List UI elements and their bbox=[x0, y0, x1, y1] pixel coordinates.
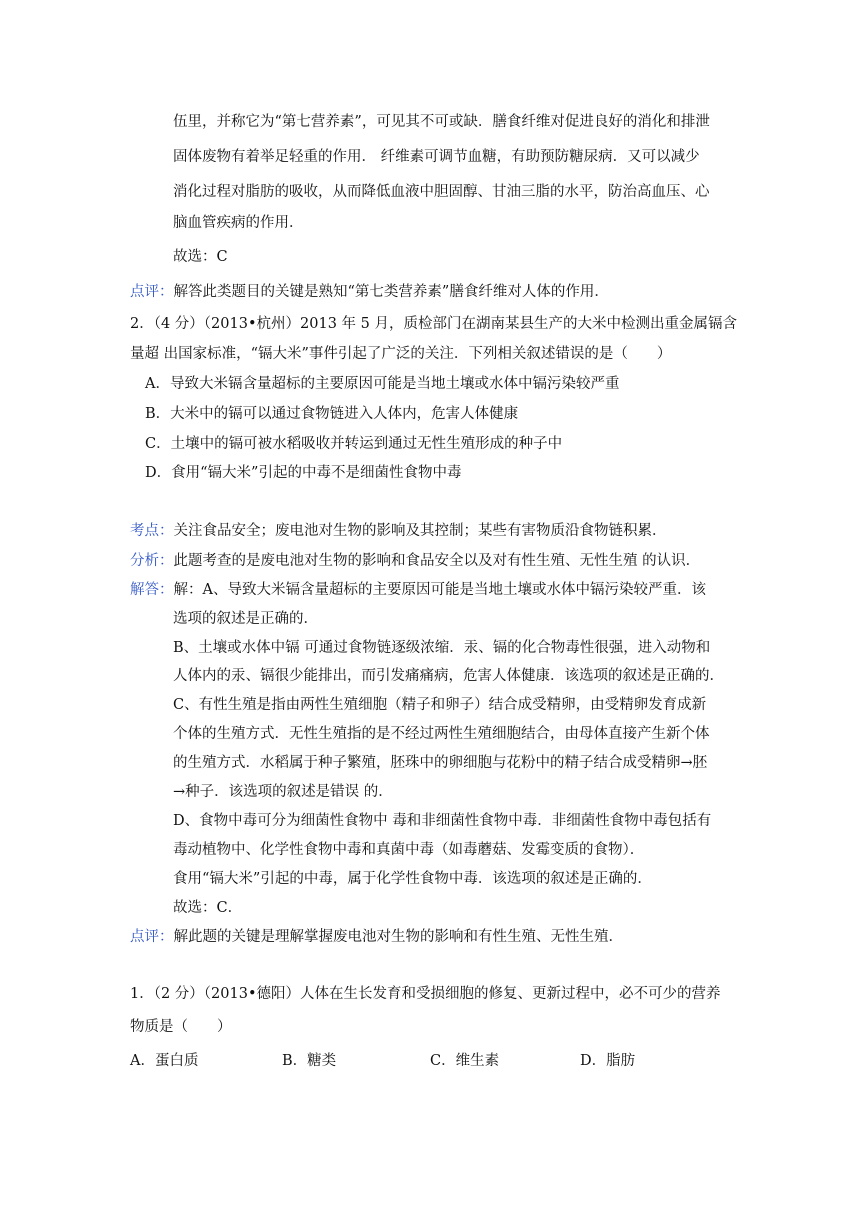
kaodian-text: 关注食品安全；废电池对生物的影响及其控制；某些有害物质沿食物链积累． bbox=[173, 523, 667, 539]
jieda-label: 解答： bbox=[130, 582, 174, 598]
jieda-row bbox=[130, 580, 706, 600]
option-b: B．糖类 bbox=[282, 1053, 337, 1069]
jieda-line: →种子．该选项的叙述是错误 的． bbox=[173, 784, 393, 800]
option-d: D．脂肪 bbox=[580, 1053, 636, 1069]
question-stem-line: 2．（4 分）（2013•杭州）2013 年 5 月，质检部门在湖南某县生产的大米中检测出重金属镉含 bbox=[130, 316, 737, 332]
dianping-row bbox=[130, 927, 623, 947]
option-a: A．蛋白质 bbox=[130, 1053, 199, 1069]
comment-label: 点评： bbox=[130, 284, 174, 300]
continuation-line: 脑血管疾病的作用． bbox=[173, 215, 304, 231]
option-b: B．大米中的镉可以通过食物链进入人体内，危害人体健康 bbox=[145, 406, 519, 422]
option-d: D．食用“镉大米”引起的中毒不是细菌性食物中毒 bbox=[145, 465, 462, 481]
question-stem-line: 物质是（ ） bbox=[130, 1019, 232, 1035]
jieda-line: 故选：C． bbox=[173, 900, 243, 916]
fenxi-label: 分析： bbox=[130, 553, 174, 569]
jieda-line: 毒动植物中、化学性食物中毒和真菌中毒（如毒蘑菇、发霉变质的食物）． bbox=[173, 842, 645, 858]
jieda-line: 人体内的汞、镉很少能排出，而引发痛痛病，危害人体健康．该选项的叙述是正确的． bbox=[173, 668, 724, 684]
continuation-line: 固体废物有着举足轻重的作用． 纤维素可调节血糖，有助预防糖尿病．又可以减少 bbox=[173, 149, 700, 165]
option-c: C．维生素 bbox=[430, 1053, 500, 1069]
kaodian-row bbox=[130, 521, 667, 541]
comment-row bbox=[130, 282, 609, 302]
dianping-text: 解此题的关键是理解掌握废电池对生物的影响和有性生殖、无性生殖． bbox=[173, 929, 623, 945]
kaodian-label: 考点： bbox=[130, 523, 174, 539]
fenxi-row bbox=[130, 551, 700, 571]
jieda-line: 选项的叙述是正确的． bbox=[173, 611, 318, 627]
answer-choice: 故选：C bbox=[173, 249, 228, 265]
dianping-label: 点评： bbox=[130, 929, 174, 945]
jieda-line: B、土壤或水体中镉 可通过食物链逐级浓缩．汞、镉的化合物毒性很强，进入动物和 bbox=[173, 640, 711, 656]
option-a: A．导致大米镉含量超标的主要原因可能是当地土壤或水体中镉污染较严重 bbox=[145, 376, 620, 392]
option-c: C．土壤中的镉可被水稻吸收并转运到通过无性生殖形成的种子中 bbox=[145, 436, 563, 452]
jieda-line: 食用“镉大米”引起的中毒，属于化学性食物中毒．该选项的叙述是正确的． bbox=[173, 871, 652, 887]
jieda-line: D、食物中毒可分为细菌性食物中 毒和非细菌性食物中毒．非细菌性食物中毒包括有 bbox=[173, 813, 712, 829]
comment-text: 解答此类题目的关键是熟知“第七类营养素”膳食纤维对人体的作用． bbox=[173, 284, 609, 300]
continuation-line: 伍里，并称它为“第七营养素”，可见其不可或缺．膳食纤维对促进良好的消化和排泄 bbox=[173, 114, 710, 130]
fenxi-text: 此题考查的是废电池对生物的影响和食品安全以及对有性生殖、无性生殖 的认识． bbox=[173, 553, 701, 569]
jieda-line: 的生殖方式．水稻属于种子繁殖，胚珠中的卵细胞与花粉中的精子结合成受精卵→胚 bbox=[173, 755, 708, 771]
question-stem-line: 量超 出国家标准，“镉大米”事件引起了广泛的关注．下列相关叙述错误的是（ ） bbox=[130, 346, 672, 362]
question-stem-line: 1．（2 分）（2013•德阳）人体在生长发育和受损细胞的修复、更新过程中，必不可少的营养 bbox=[130, 986, 721, 1002]
jieda-line: 个体的生殖方式．无性生殖指的是不经过两性生殖细胞结合，由母体直接产生新个体 bbox=[173, 726, 710, 742]
continuation-line: 消化过程对脂肪的吸收，从而降低血液中胆固醇、甘油三脂的水平，防治高血压、心 bbox=[173, 184, 710, 200]
jieda-line: C、有性生殖是指由两性生殖细胞（精子和卵子）结合成受精卵，由受精卵发育成新 bbox=[173, 697, 707, 713]
jieda-text: 解：A、导致大米镉含量超标的主要原因可能是当地土壤或水体中镉污染较严重．该 bbox=[173, 582, 706, 598]
